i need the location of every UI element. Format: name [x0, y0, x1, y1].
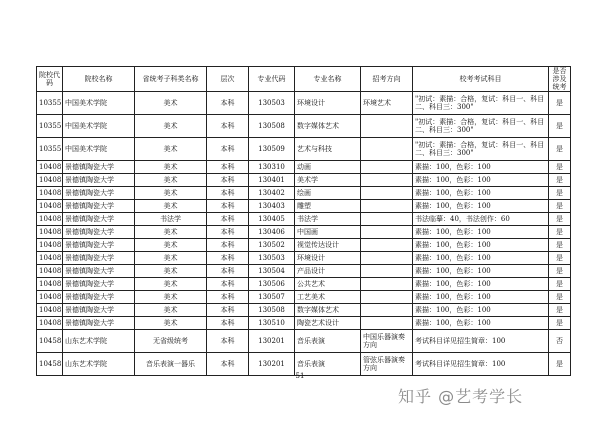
cell-exam-subjects: "初试：素描：合格，复试：科目一、科目二、科目三：300"	[413, 92, 549, 115]
cell-level: 本科	[207, 115, 249, 138]
cell-unified-exam: 是	[549, 304, 571, 317]
cell-unified-exam: 是	[549, 317, 571, 330]
cell-major-name: 绘画	[295, 187, 361, 200]
cell-major-name: 产品设计	[295, 265, 361, 278]
cell-school-name: 山东艺术学院	[63, 353, 135, 376]
cell-exam-subjects: 素描：100，色彩：100	[413, 291, 549, 304]
table-row	[37, 213, 571, 226]
cell-exam-subjects: 素描：100，色彩：100	[413, 239, 549, 252]
cell-exam-subjects: 素描：100，色彩：100	[413, 200, 549, 213]
cell-exam-subjects: 素描：100，色彩：100	[413, 278, 549, 291]
cell-subcategory: 美术	[135, 278, 207, 291]
cell-major-code: 130508	[249, 304, 295, 317]
cell-direction	[361, 317, 413, 330]
cell-school-name: 景德镇陶瓷大学	[63, 291, 135, 304]
cell-major-code: 130510	[249, 317, 295, 330]
cell-unified-exam: 是	[549, 174, 571, 187]
cell-school-name: 景德镇陶瓷大学	[63, 213, 135, 226]
cell-unified-exam: 是	[549, 353, 571, 376]
cell-exam-subjects: 素描：100，色彩：100	[413, 161, 549, 174]
page-number: 51	[295, 372, 305, 380]
cell-subcategory: 无省级统考	[135, 330, 207, 353]
cell-unified-exam: 是	[549, 200, 571, 213]
cell-direction	[361, 213, 413, 226]
cell-school-code: 10408	[37, 226, 63, 239]
table-row	[37, 174, 571, 187]
cell-subcategory: 美术	[135, 239, 207, 252]
header-level: 层次	[207, 67, 249, 92]
cell-direction	[361, 291, 413, 304]
cell-subcategory: 美术	[135, 92, 207, 115]
cell-unified-exam: 是	[549, 115, 571, 138]
cell-level: 本科	[207, 291, 249, 304]
table-row	[37, 115, 571, 138]
cell-school-name: 景德镇陶瓷大学	[63, 317, 135, 330]
cell-school-code: 10408	[37, 265, 63, 278]
cell-major-name: 美术学	[295, 174, 361, 187]
cell-major-code: 130506	[249, 278, 295, 291]
cell-level: 本科	[207, 161, 249, 174]
cell-unified-exam: 是	[549, 291, 571, 304]
cell-unified-exam: 是	[549, 138, 571, 161]
cell-direction	[361, 161, 413, 174]
table-row	[37, 291, 571, 304]
cell-subcategory: 美术	[135, 252, 207, 265]
cell-major-code: 130509	[249, 138, 295, 161]
cell-major-code: 130310	[249, 161, 295, 174]
cell-major-name: 书法学	[295, 213, 361, 226]
cell-school-code: 10458	[37, 353, 63, 376]
cell-direction	[361, 278, 413, 291]
cell-unified-exam: 是	[549, 265, 571, 278]
cell-subcategory: 美术	[135, 226, 207, 239]
cell-major-name: 音乐表演	[295, 330, 361, 353]
cell-level: 本科	[207, 239, 249, 252]
cell-level: 本科	[207, 278, 249, 291]
table-row	[37, 161, 571, 174]
header-direction: 招考方向	[361, 67, 413, 92]
cell-exam-subjects: 素描：100，色彩：100	[413, 317, 549, 330]
cell-school-name: 景德镇陶瓷大学	[63, 174, 135, 187]
header-school-name: 院校名称	[63, 67, 135, 92]
cell-unified-exam: 是	[549, 252, 571, 265]
cell-school-name: 景德镇陶瓷大学	[63, 304, 135, 317]
cell-subcategory: 美术	[135, 317, 207, 330]
table-row	[37, 187, 571, 200]
table-row	[37, 304, 571, 317]
cell-subcategory: 美术	[135, 200, 207, 213]
cell-exam-subjects: 考试科目详见招生简章：100	[413, 330, 549, 353]
cell-school-code: 10408	[37, 239, 63, 252]
cell-level: 本科	[207, 226, 249, 239]
cell-direction	[361, 252, 413, 265]
cell-level: 本科	[207, 265, 249, 278]
cell-major-name: 陶瓷艺术设计	[295, 317, 361, 330]
cell-subcategory: 美术	[135, 265, 207, 278]
cell-direction	[361, 200, 413, 213]
cell-subcategory: 美术	[135, 187, 207, 200]
cell-exam-subjects: "初试：素描：合格，复试：科目一、科目二、科目三：300"	[413, 115, 549, 138]
cell-school-name: 景德镇陶瓷大学	[63, 200, 135, 213]
cell-direction	[361, 174, 413, 187]
cell-level: 本科	[207, 353, 249, 376]
cell-subcategory: 美术	[135, 161, 207, 174]
cell-school-code: 10408	[37, 200, 63, 213]
cell-school-code: 10408	[37, 278, 63, 291]
cell-major-code: 130507	[249, 291, 295, 304]
cell-major-code: 130402	[249, 187, 295, 200]
cell-subcategory: 美术	[135, 291, 207, 304]
table-row	[37, 265, 571, 278]
header-exam-subjects: 校考考试科目	[413, 67, 549, 92]
cell-direction	[361, 265, 413, 278]
cell-major-name: 数字媒体艺术	[295, 115, 361, 138]
cell-school-code: 10408	[37, 317, 63, 330]
cell-unified-exam: 是	[549, 92, 571, 115]
cell-level: 本科	[207, 213, 249, 226]
cell-direction	[361, 115, 413, 138]
cell-school-code: 10408	[37, 304, 63, 317]
cell-major-code: 130503	[249, 92, 295, 115]
cell-school-code: 10355	[37, 138, 63, 161]
cell-school-name: 景德镇陶瓷大学	[63, 161, 135, 174]
cell-level: 本科	[207, 317, 249, 330]
cell-school-name: 中国美术学院	[63, 115, 135, 138]
cell-school-name: 景德镇陶瓷大学	[63, 278, 135, 291]
cell-major-name: 环境设计	[295, 252, 361, 265]
cell-level: 本科	[207, 252, 249, 265]
cell-subcategory: 美术	[135, 115, 207, 138]
cell-unified-exam: 是	[549, 187, 571, 200]
table-row	[37, 317, 571, 330]
cell-major-code: 130406	[249, 226, 295, 239]
cell-major-name: 公共艺术	[295, 278, 361, 291]
cell-unified-exam: 是	[549, 226, 571, 239]
cell-exam-subjects: 考试科目详见招生简章：100	[413, 353, 549, 376]
cell-unified-exam: 是	[549, 213, 571, 226]
cell-unified-exam: 是	[549, 161, 571, 174]
cell-school-code: 10408	[37, 161, 63, 174]
cell-direction	[361, 239, 413, 252]
cell-direction	[361, 304, 413, 317]
cell-school-code: 10355	[37, 115, 63, 138]
cell-school-name: 景德镇陶瓷大学	[63, 252, 135, 265]
cell-major-name: 音乐表演	[295, 353, 361, 376]
admissions-table	[36, 66, 571, 376]
cell-major-name: 环境设计	[295, 92, 361, 115]
cell-level: 本科	[207, 92, 249, 115]
cell-exam-subjects: 书法临摹：40，书法创作：60	[413, 213, 549, 226]
cell-major-code: 130403	[249, 200, 295, 213]
cell-exam-subjects: 素描：100，色彩：100	[413, 265, 549, 278]
table-row	[37, 330, 571, 353]
table-row	[37, 92, 571, 115]
cell-major-name: 数字媒体艺术	[295, 304, 361, 317]
cell-level: 本科	[207, 138, 249, 161]
cell-major-name: 动画	[295, 161, 361, 174]
cell-major-code: 130504	[249, 265, 295, 278]
cell-level: 本科	[207, 200, 249, 213]
cell-exam-subjects: 素描：100，色彩：100	[413, 252, 549, 265]
cell-major-code: 130401	[249, 174, 295, 187]
cell-school-code: 10408	[37, 174, 63, 187]
cell-major-code: 130502	[249, 239, 295, 252]
cell-school-name: 中国美术学院	[63, 92, 135, 115]
cell-school-code: 10408	[37, 187, 63, 200]
cell-school-name: 景德镇陶瓷大学	[63, 226, 135, 239]
cell-subcategory: 美术	[135, 138, 207, 161]
header-subcategory: 省统考子科类名称	[135, 67, 207, 92]
cell-direction: 中国乐器演奏方向	[361, 330, 413, 353]
cell-direction	[361, 226, 413, 239]
table-row	[37, 239, 571, 252]
cell-major-code: 130508	[249, 115, 295, 138]
cell-school-code: 10408	[37, 213, 63, 226]
cell-unified-exam: 是	[549, 278, 571, 291]
cell-level: 本科	[207, 330, 249, 353]
cell-direction: 环境艺术	[361, 92, 413, 115]
cell-subcategory: 美术	[135, 304, 207, 317]
cell-subcategory: 音乐表演一器乐	[135, 353, 207, 376]
cell-direction: 管弦乐器演奏方向	[361, 353, 413, 376]
cell-subcategory: 美术	[135, 174, 207, 187]
header-major-name: 专业名称	[295, 67, 361, 92]
cell-major-name: 雕塑	[295, 200, 361, 213]
cell-direction	[361, 138, 413, 161]
cell-level: 本科	[207, 187, 249, 200]
cell-exam-subjects: 素描：100，色彩：100	[413, 226, 549, 239]
cell-school-name: 山东艺术学院	[63, 330, 135, 353]
cell-major-name: 工艺美术	[295, 291, 361, 304]
cell-school-code: 10408	[37, 252, 63, 265]
table-row	[37, 200, 571, 213]
cell-unified-exam: 否	[549, 330, 571, 353]
watermark: 知乎 @艺考学长	[398, 387, 524, 406]
cell-unified-exam: 是	[549, 239, 571, 252]
cell-major-code: 130201	[249, 330, 295, 353]
table-row	[37, 226, 571, 239]
cell-major-name: 视觉传达设计	[295, 239, 361, 252]
table-body	[37, 92, 571, 376]
cell-subcategory: 书法学	[135, 213, 207, 226]
header-unified-exam: 是否涉及统考	[549, 67, 571, 92]
header-major-code: 专业代码	[249, 67, 295, 92]
cell-school-code: 10458	[37, 330, 63, 353]
cell-school-name: 景德镇陶瓷大学	[63, 239, 135, 252]
cell-level: 本科	[207, 304, 249, 317]
cell-exam-subjects: "初试：素描：合格，复试：科目一、科目二、科目三：300"	[413, 138, 549, 161]
cell-major-code: 130405	[249, 213, 295, 226]
cell-school-name: 中国美术学院	[63, 138, 135, 161]
cell-major-code: 130201	[249, 353, 295, 376]
cell-school-name: 景德镇陶瓷大学	[63, 187, 135, 200]
table-row	[37, 252, 571, 265]
cell-school-code: 10408	[37, 291, 63, 304]
cell-school-code: 10355	[37, 92, 63, 115]
table-row	[37, 278, 571, 291]
cell-level: 本科	[207, 174, 249, 187]
cell-major-name: 艺术与科技	[295, 138, 361, 161]
header-school-code: 院校代码	[37, 67, 63, 92]
cell-major-code: 130503	[249, 252, 295, 265]
cell-major-name: 中国画	[295, 226, 361, 239]
cell-school-name: 景德镇陶瓷大学	[63, 265, 135, 278]
cell-direction	[361, 187, 413, 200]
cell-exam-subjects: 素描：100，色彩：100	[413, 304, 549, 317]
cell-exam-subjects: 素描：100，色彩：100	[413, 187, 549, 200]
cell-exam-subjects: 素描：100，色彩：100	[413, 174, 549, 187]
table-row	[37, 138, 571, 161]
header-row	[37, 67, 571, 92]
